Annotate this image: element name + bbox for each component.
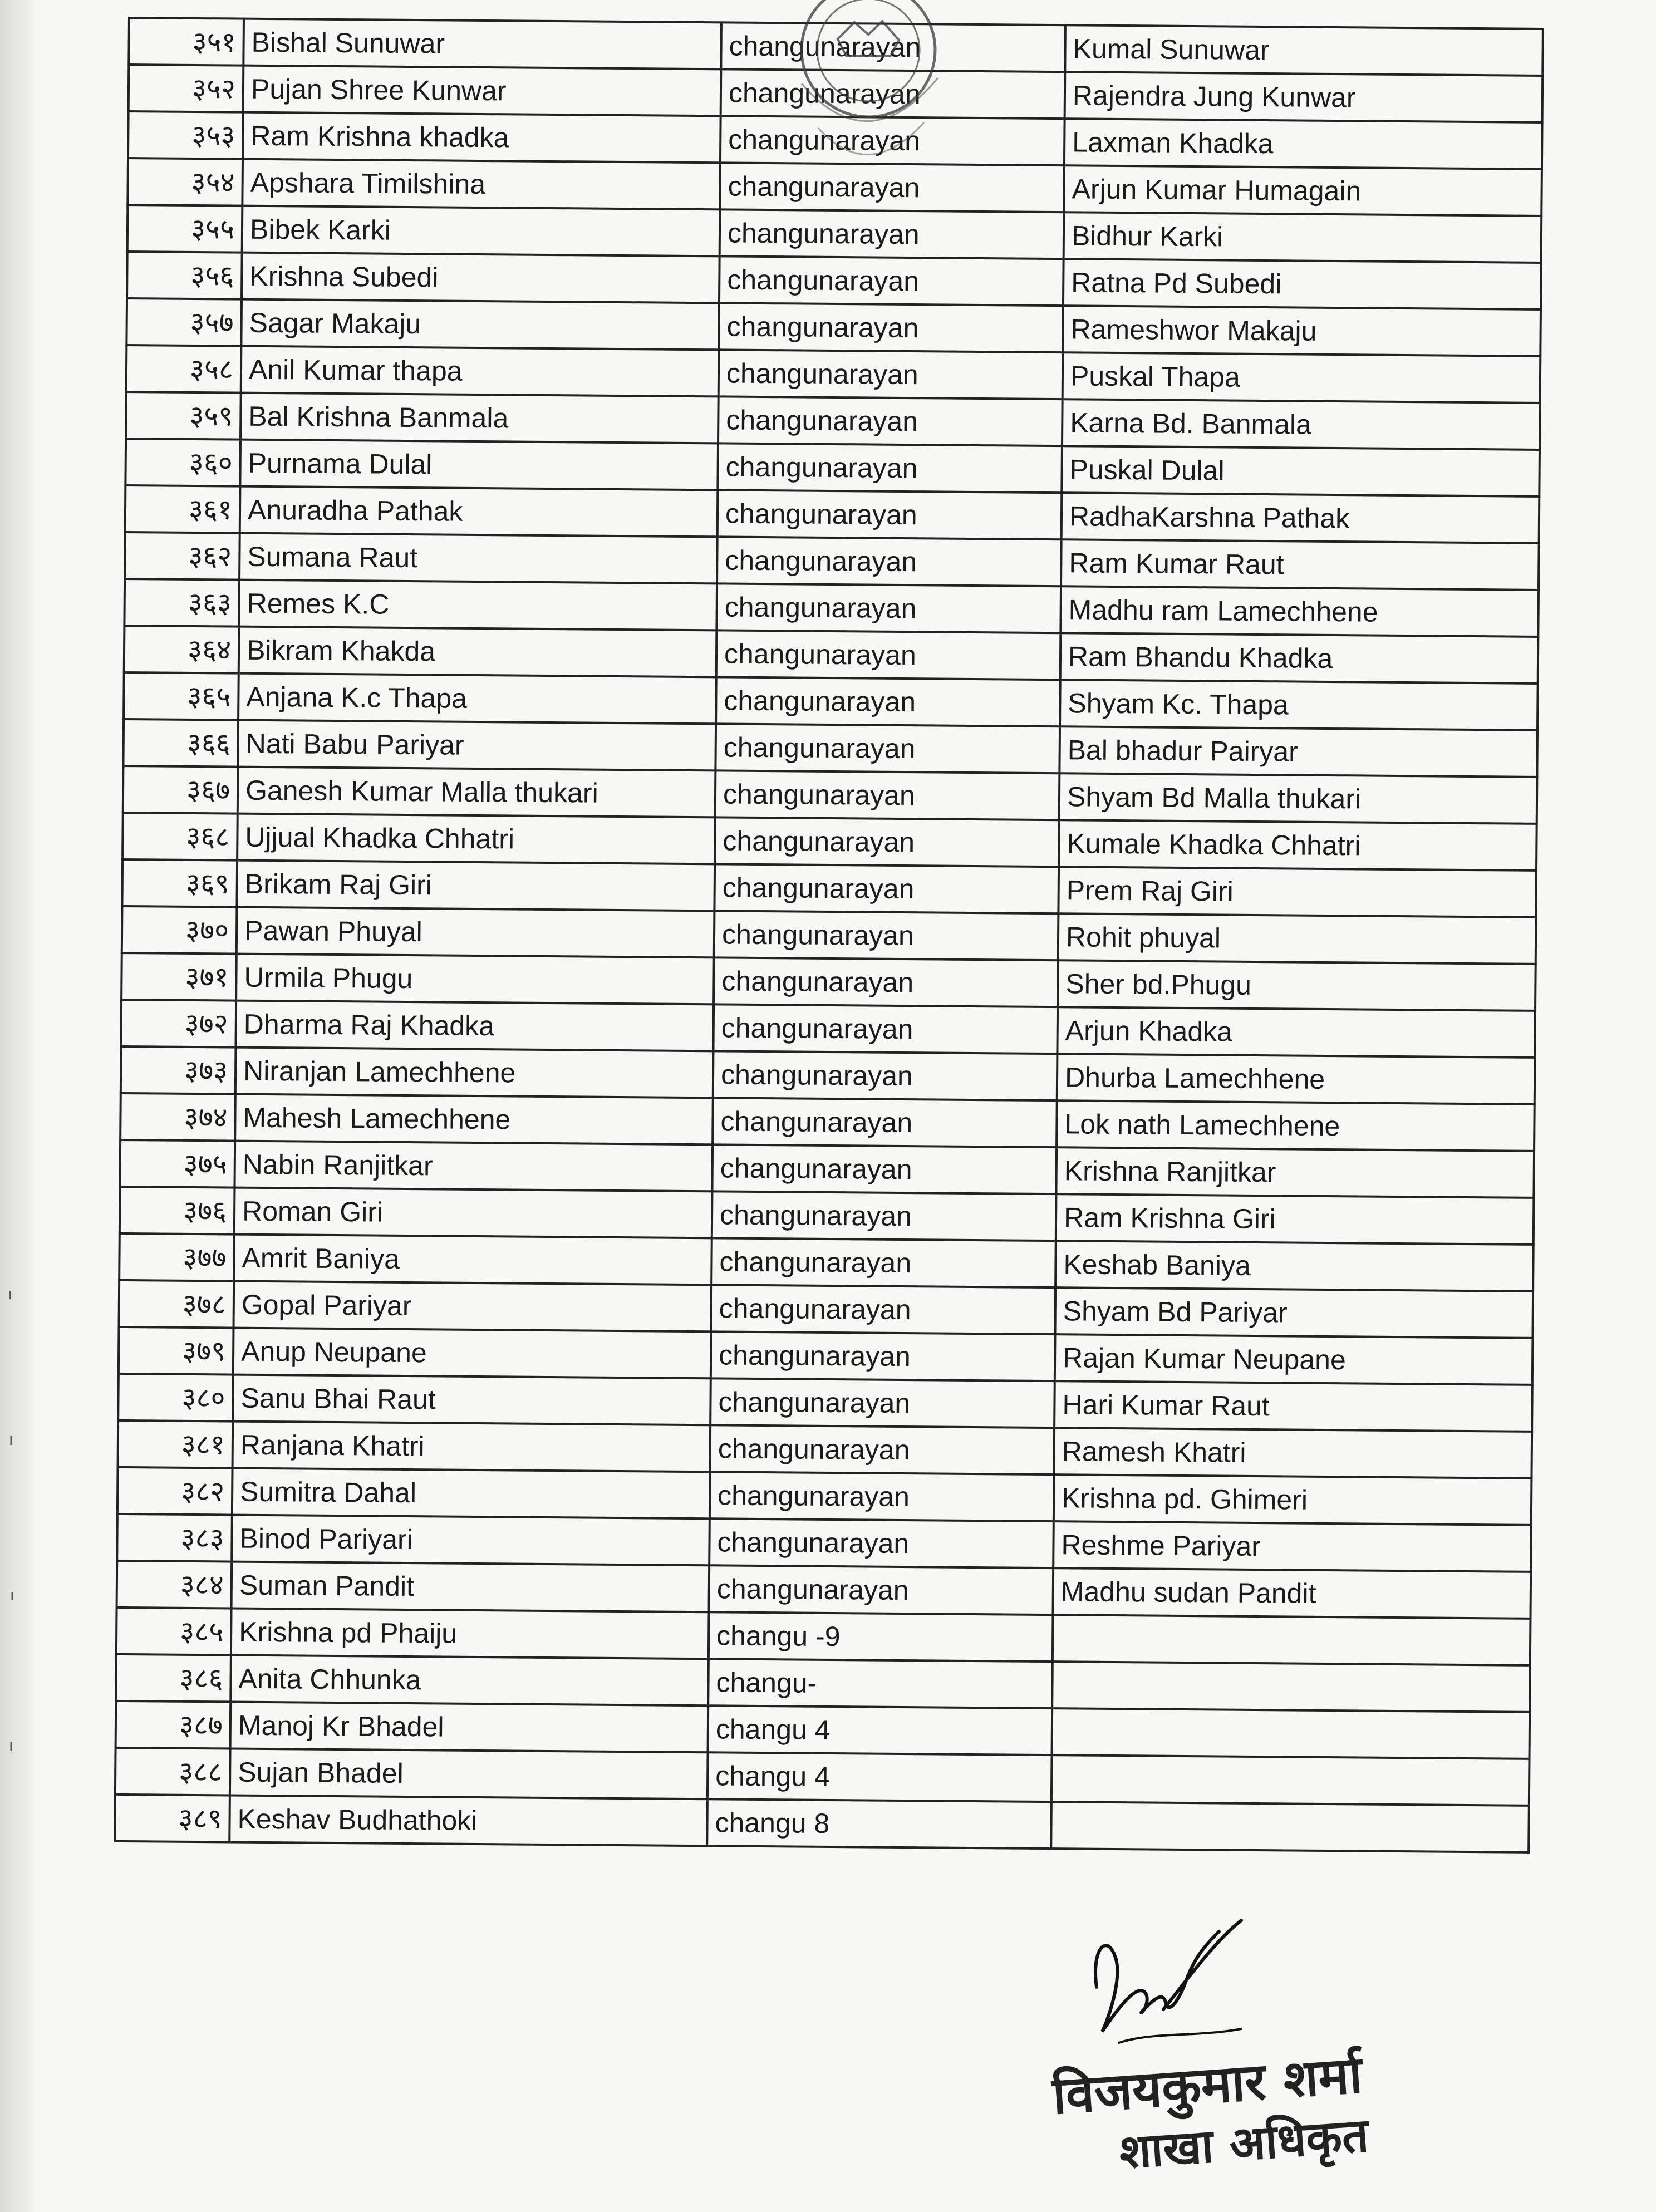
- person-name-cell: Anil Kumar thapa: [241, 346, 719, 397]
- person-name-cell: Remes K.C: [239, 580, 717, 631]
- row-number-cell: ३६९: [122, 859, 237, 907]
- guardian-name-cell: Sher bd.Phugu: [1058, 960, 1536, 1011]
- row-number-cell: ३६४: [124, 626, 239, 674]
- row-number-cell: ३७८: [119, 1280, 234, 1328]
- guardian-name-cell: Puskal Dulal: [1062, 446, 1540, 497]
- address-cell: changunarayan: [714, 911, 1059, 960]
- person-name-cell: Mahesh Lamechhene: [235, 1094, 713, 1145]
- address-cell: changunarayan: [713, 1051, 1058, 1100]
- office-stamp: [785, 0, 946, 239]
- person-name-cell: Ujjual Khadka Chhatri: [237, 814, 715, 864]
- row-number-cell: ३७४: [120, 1093, 235, 1141]
- guardian-name-cell: [1051, 1755, 1530, 1806]
- address-cell: changu 8: [707, 1799, 1051, 1849]
- roster-table-container: [114, 17, 1528, 1854]
- row-number-cell: ३५३: [128, 111, 243, 159]
- roster-table: [114, 17, 1544, 1854]
- address-cell: changunarayan: [713, 1004, 1058, 1054]
- row-number-cell: ३७३: [121, 1046, 236, 1094]
- guardian-name-cell: Rameshwor Makaju: [1063, 306, 1541, 356]
- guardian-name-cell: [1051, 1802, 1529, 1852]
- guardian-name-cell: Ramesh Khatri: [1054, 1428, 1532, 1478]
- guardian-name-cell: Shyam Kc. Thapa: [1060, 680, 1538, 730]
- row-number-cell: ३५७: [126, 298, 242, 346]
- guardian-name-cell: Ram Bhandu Khadka: [1060, 633, 1539, 684]
- row-number-cell: ३८५: [116, 1608, 232, 1655]
- address-cell: changunarayan: [718, 490, 1062, 539]
- person-name-cell: Anita Chhunka: [230, 1655, 709, 1706]
- person-name-cell: Nati Babu Pariyar: [238, 720, 716, 771]
- address-cell: changu-: [708, 1659, 1053, 1708]
- address-cell: changunarayan: [709, 1565, 1054, 1615]
- person-name-cell: Krishna Subedi: [242, 253, 720, 303]
- address-cell: changunarayan: [716, 677, 1060, 726]
- row-number-cell: ३८२: [117, 1467, 233, 1515]
- person-name-cell: Bibek Karki: [242, 206, 720, 257]
- guardian-name-cell: Madhu ram Lamechhene: [1060, 586, 1539, 637]
- guardian-name-cell: Kumal Sunuwar: [1065, 25, 1543, 76]
- address-cell: changunarayan: [720, 209, 1064, 259]
- person-name-cell: Gopal Pariyar: [234, 1281, 712, 1332]
- guardian-name-cell: [1052, 1708, 1530, 1759]
- address-cell: changunarayan: [712, 1098, 1057, 1147]
- address-cell: changunarayan: [720, 116, 1065, 165]
- person-name-cell: Sagar Makaju: [241, 299, 719, 350]
- guardian-name-cell: Bal bhadur Pairyar: [1059, 726, 1537, 777]
- person-name-cell: Sumana Raut: [239, 533, 718, 584]
- guardian-name-cell: Lok nath Lamechhene: [1057, 1100, 1535, 1151]
- guardian-name-cell: Karna Bd. Banmala: [1062, 399, 1540, 450]
- person-name-cell: Ram Krishna khadka: [243, 112, 721, 163]
- row-number-cell: ३६१: [125, 485, 240, 533]
- row-number-cell: ३७०: [122, 906, 237, 954]
- guardian-name-cell: Laxman Khadka: [1064, 119, 1542, 169]
- person-name-cell: Bishal Sunuwar: [243, 19, 721, 70]
- row-number-cell: ३५२: [129, 65, 244, 112]
- guardian-name-cell: Ram Krishna Giri: [1056, 1194, 1534, 1245]
- address-cell: changunarayan: [721, 69, 1065, 119]
- address-cell: changu 4: [707, 1752, 1052, 1802]
- person-name-cell: Anjana K.c Thapa: [238, 674, 716, 724]
- address-cell: changunarayan: [712, 1191, 1057, 1241]
- row-number-cell: ३५८: [126, 345, 242, 393]
- row-number-cell: ३६६: [123, 719, 238, 767]
- address-cell: changunarayan: [718, 443, 1062, 493]
- guardian-name-cell: Puskal Thapa: [1063, 352, 1541, 403]
- address-cell: changunarayan: [718, 396, 1063, 446]
- address-cell: changunarayan: [719, 303, 1063, 352]
- guardian-name-cell: Kumale Khadka Chhatri: [1059, 820, 1537, 871]
- address-cell: changu 4: [708, 1705, 1053, 1755]
- person-name-cell: Roman Giri: [234, 1188, 712, 1238]
- person-name-cell: Amrit Baniya: [234, 1235, 712, 1285]
- address-cell: changunarayan: [712, 1144, 1057, 1194]
- guardian-name-cell: RadhaKarshna Pathak: [1062, 493, 1540, 543]
- person-name-cell: Anuradha Pathak: [240, 486, 718, 537]
- person-name-cell: Krishna pd Phaiju: [231, 1609, 709, 1659]
- person-name-cell: Ganesh Kumar Malla thukari: [238, 767, 716, 818]
- address-cell: changunarayan: [711, 1331, 1055, 1381]
- row-number-cell: ३५६: [127, 252, 242, 299]
- guardian-name-cell: Ratna Pd Subedi: [1063, 259, 1541, 309]
- margin-marks: [4, 1280, 21, 1781]
- row-number-cell: ३८४: [117, 1561, 232, 1609]
- guardian-name-cell: Reshme Pariyar: [1053, 1521, 1531, 1572]
- guardian-name-cell: Krishna Ranjitkar: [1056, 1147, 1534, 1198]
- row-number-cell: ३८३: [117, 1514, 232, 1562]
- guardian-name-cell: Rajan Kumar Neupane: [1055, 1334, 1533, 1385]
- address-cell: changunarayan: [714, 957, 1058, 1007]
- row-number-cell: ३७९: [119, 1327, 234, 1375]
- address-cell: changunarayan: [711, 1238, 1056, 1287]
- address-cell: changunarayan: [710, 1472, 1054, 1521]
- row-number-cell: ३५४: [127, 158, 243, 206]
- row-number-cell: ३७६: [120, 1187, 235, 1235]
- row-number-cell: ३८९: [115, 1795, 230, 1842]
- row-number-cell: ३६२: [125, 532, 240, 580]
- guardian-name-cell: [1052, 1662, 1530, 1712]
- signatory-name: विजयकुमार शर्मा: [1050, 2044, 1364, 2126]
- guardian-name-cell: Madhu sudan Pandit: [1053, 1568, 1531, 1619]
- address-cell: changunarayan: [714, 864, 1059, 913]
- row-number-cell: ३५९: [126, 392, 241, 440]
- person-name-cell: Niranjan Lamechhene: [235, 1048, 714, 1098]
- page-left-edge: [0, 0, 33, 2212]
- row-number-cell: ३५१: [129, 18, 244, 66]
- person-name-cell: Urmila Phugu: [236, 954, 714, 1005]
- person-name-cell: Purnama Dulal: [240, 440, 718, 490]
- row-number-cell: ३५५: [127, 205, 243, 253]
- person-name-cell: Pawan Phuyal: [237, 907, 715, 958]
- address-cell: changunarayan: [715, 724, 1060, 773]
- row-number-cell: ३७७: [119, 1233, 234, 1281]
- row-number-cell: ३८८: [115, 1748, 230, 1796]
- address-cell: changunarayan: [710, 1425, 1054, 1474]
- address-cell: changunarayan: [716, 630, 1061, 680]
- row-number-cell: ३८७: [116, 1701, 231, 1749]
- guardian-name-cell: Keshab Baniya: [1055, 1241, 1534, 1291]
- person-name-cell: Manoj Kr Bhadel: [230, 1702, 709, 1753]
- address-cell: changunarayan: [715, 770, 1060, 820]
- guardian-name-cell: Ram Kumar Raut: [1061, 539, 1539, 590]
- guardian-name-cell: Arjun Khadka: [1057, 1007, 1535, 1058]
- person-name-cell: Sumitra Dahal: [232, 1468, 710, 1519]
- row-number-cell: ३८०: [118, 1374, 233, 1422]
- person-name-cell: Keshav Budhathoki: [229, 1796, 707, 1846]
- guardian-name-cell: [1053, 1615, 1531, 1665]
- guardian-name-cell: Krishna pd. Ghimeri: [1054, 1474, 1532, 1525]
- guardian-name-cell: Arjun Kumar Humagain: [1064, 165, 1542, 216]
- row-number-cell: ३७१: [121, 953, 237, 1001]
- row-number-cell: ३८१: [118, 1420, 233, 1468]
- address-cell: changunarayan: [716, 583, 1061, 633]
- person-name-cell: Pujan Shree Kunwar: [243, 66, 721, 116]
- row-number-cell: ३६३: [124, 579, 239, 627]
- person-name-cell: Bal Krishna Banmala: [240, 393, 719, 444]
- guardian-name-cell: Shyam Bd Pariyar: [1055, 1287, 1533, 1338]
- guardian-name-cell: Rajendra Jung Kunwar: [1065, 72, 1543, 122]
- address-cell: changunarayan: [710, 1378, 1055, 1428]
- guardian-name-cell: Hari Kumar Raut: [1054, 1381, 1532, 1432]
- person-name-cell: Bikram Khakda: [239, 627, 717, 677]
- address-cell: changunarayan: [720, 163, 1064, 212]
- address-cell: changu -9: [709, 1612, 1053, 1662]
- guardian-name-cell: Bidhur Karki: [1064, 212, 1542, 263]
- guardian-name-cell: Shyam Bd Malla thukari: [1059, 773, 1537, 824]
- row-number-cell: ३६०: [125, 439, 240, 486]
- address-cell: changunarayan: [719, 256, 1064, 306]
- guardian-name-cell: Prem Raj Giri: [1058, 867, 1536, 917]
- guardian-name-cell: Dhurba Lamechhene: [1057, 1054, 1535, 1104]
- person-name-cell: Sujan Bhadel: [230, 1749, 708, 1800]
- person-name-cell: Binod Pariyari: [232, 1515, 710, 1566]
- person-name-cell: Brikam Raj Giri: [237, 861, 715, 911]
- person-name-cell: Suman Pandit: [232, 1562, 710, 1613]
- address-cell: changunarayan: [711, 1285, 1055, 1334]
- person-name-cell: Apshara Timilshina: [242, 159, 720, 210]
- person-name-cell: Dharma Raj Khadka: [235, 1001, 714, 1051]
- row-number-cell: ३७२: [121, 1000, 236, 1048]
- address-cell: changunarayan: [721, 22, 1065, 72]
- person-name-cell: Nabin Ranjitkar: [234, 1141, 712, 1192]
- person-name-cell: Sanu Bhai Raut: [233, 1375, 711, 1425]
- guardian-name-cell: Rohit phuyal: [1058, 913, 1536, 964]
- address-cell: changunarayan: [715, 817, 1059, 867]
- address-cell: changunarayan: [717, 537, 1062, 586]
- row-number-cell: ३७५: [120, 1140, 235, 1188]
- person-name-cell: Ranjana Khatri: [233, 1422, 711, 1472]
- person-name-cell: Anup Neupane: [233, 1328, 711, 1379]
- address-cell: changunarayan: [709, 1518, 1054, 1568]
- row-number-cell: ३६७: [123, 766, 238, 814]
- row-number-cell: ३८६: [116, 1654, 231, 1702]
- address-cell: changunarayan: [719, 350, 1063, 399]
- signatory-title: शाखा अधिकृत: [1117, 2107, 1370, 2180]
- row-number-cell: ३६८: [122, 813, 238, 861]
- row-number-cell: ३६५: [124, 672, 239, 720]
